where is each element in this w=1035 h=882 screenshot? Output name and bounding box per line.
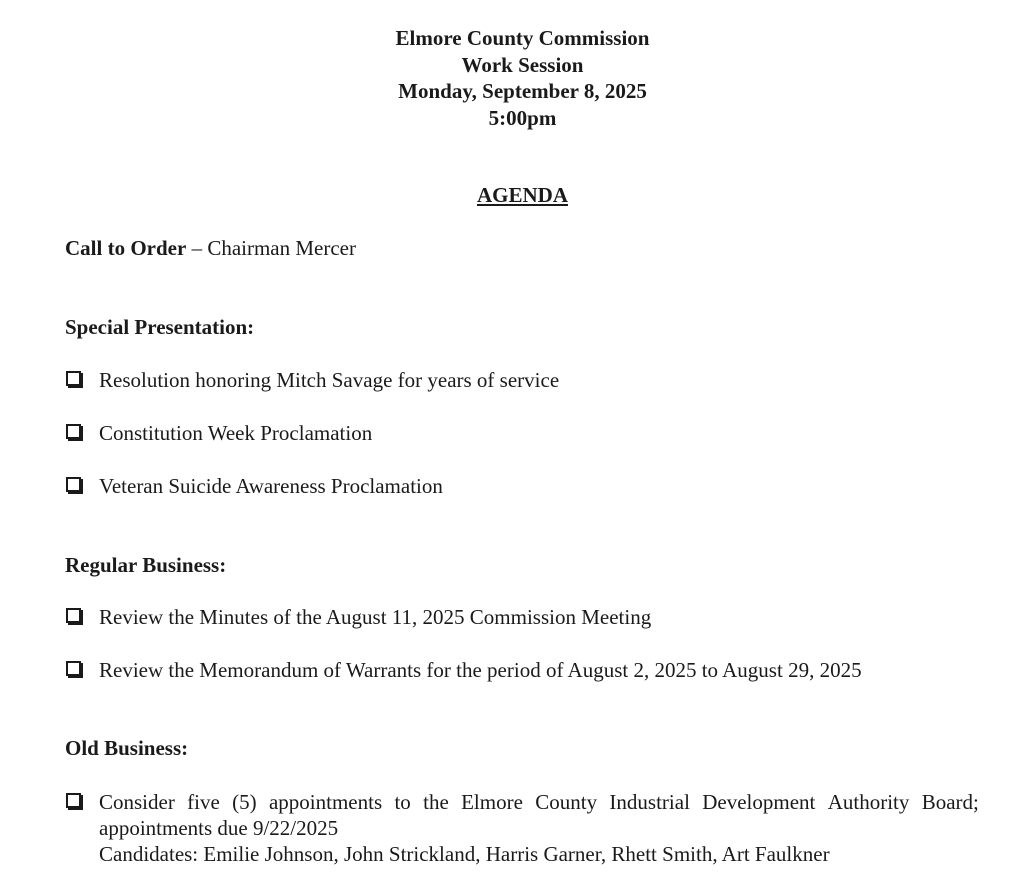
old-business-heading: Old Business: — [65, 736, 189, 760]
header-date: Monday, September 8, 2025 — [398, 79, 647, 103]
checkbox-icon — [66, 608, 81, 623]
checkbox-icon — [66, 477, 81, 492]
list-item-line-3: Candidates: Emilie Johnson, John Strickland, Harris Garner, Rhett Smith, Art Faulkner — [99, 842, 830, 866]
checkbox-icon — [66, 661, 81, 676]
checkbox-icon — [66, 371, 81, 386]
checkbox-icon — [66, 424, 81, 439]
document-header — [0, 25, 1035, 131]
call-to-order-chair: – Chairman Mercer — [186, 236, 356, 260]
special-presentation-heading: Special Presentation: — [65, 315, 255, 339]
regular-business-heading: Regular Business: — [65, 553, 227, 577]
header-meeting-type: Work Session — [461, 52, 584, 77]
list-item-text — [99, 789, 979, 867]
agenda-title: AGENDA — [476, 183, 568, 207]
checkbox-icon — [66, 793, 81, 808]
call-to-order — [65, 235, 356, 261]
list-item-text: Review the Minutes of the August 11, 2025 Commission Meeting — [99, 605, 652, 629]
header-organization: Elmore County Commission — [395, 26, 650, 50]
list-item-line-2: appointments due 9/22/2025 — [99, 816, 339, 840]
call-to-order-label: Call to Order — [65, 236, 187, 260]
list-item-text: Review the Memorandum of Warrants for the period of August 2, 2025 to August 29, 2025 — [99, 658, 862, 682]
header-time: 5:00pm — [488, 105, 557, 130]
list-item-line-1: Consider five (5) appointments to the Elmore County Industrial Development Authority Board; — [99, 790, 979, 814]
list-item-text: Constitution Week Proclamation — [99, 421, 373, 445]
list-item-text: Resolution honoring Mitch Savage for years of service — [99, 368, 560, 392]
list-item-text: Veteran Suicide Awareness Proclamation — [99, 474, 443, 498]
